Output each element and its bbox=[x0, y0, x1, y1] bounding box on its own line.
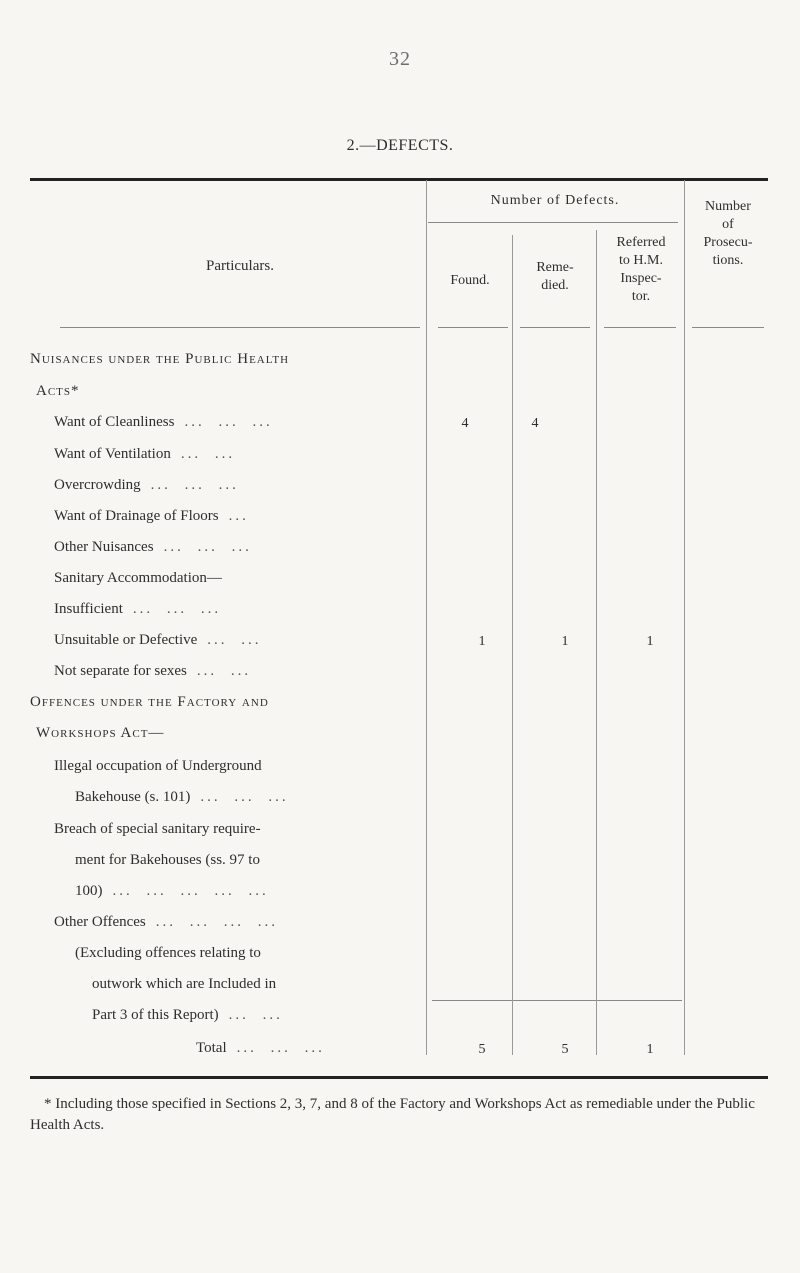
row-excluding-line-3: Part 3 of this Report) ... ... bbox=[92, 1007, 283, 1023]
offences-heading-line-1: Offences under the Factory and bbox=[30, 694, 269, 710]
header-referred-line-4: tor. bbox=[631, 289, 651, 304]
row-excluding-line-2: outwork which are Included in bbox=[92, 976, 277, 992]
header-rule-remedied bbox=[520, 327, 590, 328]
footnote: * Including those specified in Sections 2, 3, 7, and 8 of the Factory and Workshops Act as remediable under the Public Health Acts. bbox=[30, 1096, 755, 1133]
row-breach-line-2: ment for Bakehouses (ss. 97 to bbox=[75, 852, 260, 868]
header-rule-particulars bbox=[60, 327, 420, 328]
offences-heading-line-2: Workshops Act— bbox=[36, 725, 165, 741]
row-illegal-occupation-line-2: Bakehouse (s. 101) ... ... ... bbox=[75, 789, 289, 805]
section-heading: 2.—DEFECTS. bbox=[346, 137, 454, 154]
row-unsuitable-or-defective: Unsuitable or Defective ... ... bbox=[54, 632, 262, 648]
value-total-found: 5 bbox=[478, 1042, 486, 1057]
header-rule-referred bbox=[604, 327, 676, 328]
total-rule bbox=[432, 1000, 682, 1001]
table-bottom-rule bbox=[30, 1076, 768, 1079]
column-divider-2 bbox=[512, 235, 513, 1055]
header-particulars: Particulars. bbox=[206, 258, 274, 274]
page-number: 32 bbox=[389, 48, 411, 70]
row-overcrowding: Overcrowding ... ... ... bbox=[54, 477, 239, 493]
row-want-of-drainage: Want of Drainage of Floors ... bbox=[54, 508, 249, 524]
row-insufficient: Insufficient ... ... ... bbox=[54, 601, 222, 617]
row-not-separate-for-sexes: Not separate for sexes ... ... bbox=[54, 663, 252, 679]
row-want-of-cleanliness: Want of Cleanliness ... ... ... bbox=[54, 414, 273, 430]
header-found: Found. bbox=[450, 273, 490, 288]
header-remedied-line-1: Reme- bbox=[536, 260, 574, 275]
header-number-of-defects: Number of Defects. bbox=[490, 193, 620, 208]
defects-subheader-rule bbox=[428, 222, 678, 223]
row-breach-line-3: 100) ... ... ... ... ... bbox=[75, 883, 269, 899]
nuisances-heading-line-1: Nuisances under the Public Health bbox=[30, 351, 290, 367]
value-unsuitable-found: 1 bbox=[478, 634, 486, 649]
column-divider-1 bbox=[426, 180, 427, 1055]
value-unsuitable-remedied: 1 bbox=[561, 634, 569, 649]
column-divider-4 bbox=[684, 180, 685, 1055]
row-breach-line-1: Breach of special sanitary require- bbox=[54, 821, 261, 837]
header-referred-line-1: Referred bbox=[616, 235, 666, 250]
row-sanitary-accommodation: Sanitary Accommodation— bbox=[54, 570, 222, 586]
header-prosecutions-line-1: Number bbox=[705, 199, 751, 214]
row-other-nuisances: Other Nuisances ... ... ... bbox=[54, 539, 252, 555]
column-divider-3 bbox=[596, 230, 597, 1055]
header-remedied bbox=[514, 259, 596, 295]
row-excluding-line-1: (Excluding offences relating to bbox=[75, 945, 261, 961]
value-total-remedied: 5 bbox=[561, 1042, 569, 1057]
value-cleanliness-remedied: 4 bbox=[531, 416, 539, 431]
value-total-referred: 1 bbox=[646, 1042, 654, 1057]
header-prosecutions-line-4: tions. bbox=[712, 253, 744, 268]
header-prosecutions-line-2: of bbox=[722, 217, 734, 232]
header-rule-prosecutions bbox=[692, 327, 764, 328]
row-total: Total ... ... ... bbox=[196, 1040, 325, 1056]
row-illegal-occupation-line-1: Illegal occupation of Underground bbox=[54, 758, 262, 774]
header-prosecutions bbox=[686, 198, 770, 270]
header-rule-found bbox=[438, 327, 508, 328]
header-referred-line-3: Inspec- bbox=[620, 271, 662, 286]
row-want-of-ventilation: Want of Ventilation ... ... bbox=[54, 446, 236, 462]
table-top-rule bbox=[30, 178, 768, 181]
value-unsuitable-referred: 1 bbox=[646, 634, 654, 649]
header-prosecutions-line-3: Prosecu- bbox=[703, 235, 753, 250]
header-remedied-line-2: died. bbox=[541, 278, 569, 293]
value-cleanliness-found: 4 bbox=[461, 416, 469, 431]
row-other-offences: Other Offences ... ... ... ... bbox=[54, 914, 279, 930]
header-referred-line-2: to H.M. bbox=[619, 253, 663, 268]
header-referred bbox=[598, 234, 684, 306]
nuisances-heading-line-2: Acts* bbox=[36, 383, 80, 399]
